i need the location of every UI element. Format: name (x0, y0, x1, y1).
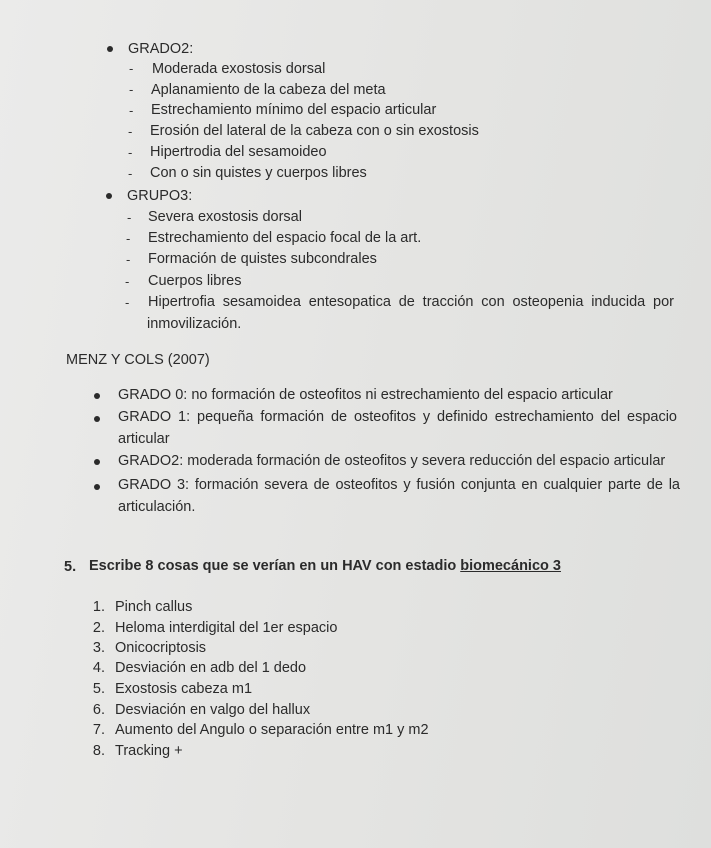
dash: - (125, 295, 130, 310)
dash: - (129, 82, 134, 97)
bullet-menz-2 (94, 459, 100, 465)
grupo3-item: Cuerpos libres (148, 273, 242, 289)
answer-number: 8. (92, 743, 105, 759)
bullet-grado2 (107, 46, 113, 52)
answer-number: 5. (92, 681, 105, 697)
grupo3-item-long: Hipertrofia sesamoidea entesopatica de tracción con osteopenia inducida por (148, 294, 674, 310)
bullet-menz-3 (94, 484, 100, 490)
grupo3-item-long-cont: inmovilización. (147, 316, 242, 332)
question-text-underlined: biomecánico 3 (460, 558, 561, 574)
answer-item: Exostosis cabeza m1 (115, 681, 253, 697)
grado2-title: GRADO2: (128, 41, 194, 57)
menz-grado3-cont: articulación. (118, 499, 196, 515)
dash: - (126, 231, 131, 246)
answer-item: Tracking + (115, 743, 183, 759)
grupo3-title: GRUPO3: (127, 188, 193, 204)
dash: - (125, 274, 130, 289)
bullet-menz-0 (94, 393, 100, 399)
menz-grado3: GRADO 3: formación severa de osteofitos y fusión conjunta en cualquier parte de la (118, 477, 680, 493)
dash: - (126, 252, 131, 267)
answer-item: Aumento del Angulo o separación entre m1 y m2 (115, 722, 429, 738)
bullet-grupo3 (106, 193, 112, 199)
menz-grado2: GRADO2: moderada formación de osteofitos y severa reducción del espacio articular (118, 453, 666, 469)
question-text (89, 557, 561, 575)
grupo3-item: Estrechamiento del espacio focal de la art. (148, 230, 422, 246)
answer-item: Pinch callus (115, 599, 193, 615)
menz-grado0: GRADO 0: no formación de osteofitos ni estrechamiento del espacio articular (118, 387, 613, 403)
answer-number: 2. (92, 620, 105, 636)
grupo3-item: Formación de quistes subcondrales (148, 251, 377, 267)
grado2-item: Moderada exostosis dorsal (152, 61, 326, 77)
menz-heading: MENZ Y COLS (2007) (66, 352, 210, 368)
answer-item: Onicocriptosis (115, 640, 207, 656)
bullet-menz-1 (94, 416, 100, 422)
dash: - (129, 61, 134, 76)
grupo3-item: Severa exostosis dorsal (148, 209, 302, 225)
menz-grado1-cont: articular (118, 431, 170, 447)
dash: - (128, 124, 133, 139)
answer-number: 4. (92, 660, 105, 676)
dash: - (129, 103, 134, 118)
answer-number: 6. (92, 702, 105, 718)
dash: - (127, 210, 132, 225)
answer-number: 3. (92, 640, 105, 656)
grado2-item: Hipertrodia del sesamoideo (150, 144, 327, 160)
answer-number: 1. (92, 599, 105, 615)
dash: - (128, 166, 133, 181)
grado2-item: Estrechamiento mínimo del espacio articular (151, 102, 437, 118)
answer-item: Desviación en adb del 1 dedo (115, 660, 307, 676)
answer-item: Desviación en valgo del hallux (115, 702, 311, 718)
question-text-main: Escribe 8 cosas que se verían en un HAV con estadio (89, 558, 461, 574)
question-number: 5. (64, 559, 77, 575)
answer-item: Heloma interdigital del 1er espacio (115, 620, 338, 636)
grado2-item: Aplanamiento de la cabeza del meta (151, 82, 386, 98)
dash: - (128, 145, 133, 160)
menz-grado1: GRADO 1: pequeña formación de osteofitos y definido estrechamiento del espacio (118, 409, 677, 425)
grado2-item: Erosión del lateral de la cabeza con o sin exostosis (150, 123, 479, 139)
answer-number: 7. (92, 722, 105, 738)
grado2-item: Con o sin quistes y cuerpos libres (150, 165, 367, 181)
